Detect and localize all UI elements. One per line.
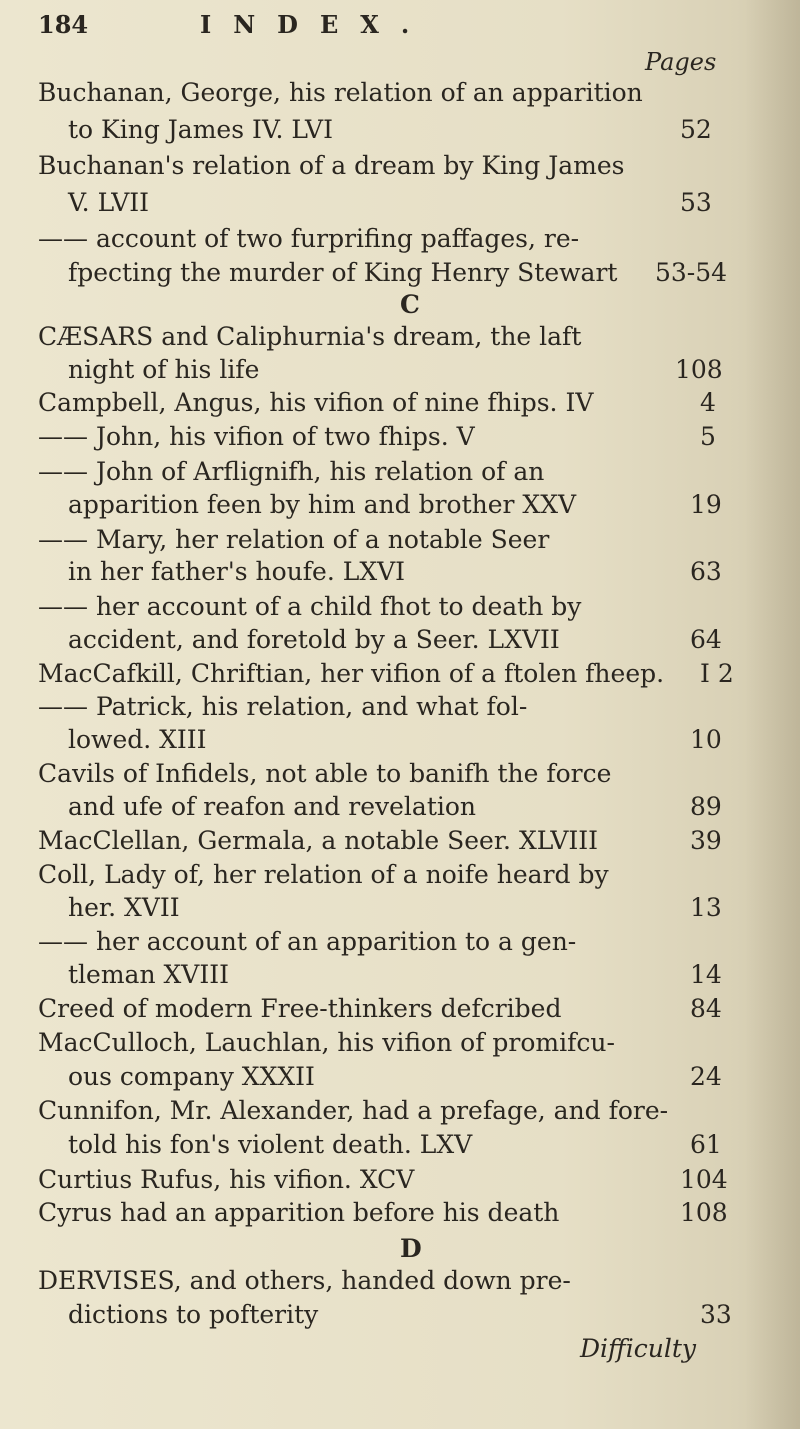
page-reference: 63 <box>690 557 722 586</box>
index-entry: Cyrus had an apparition before his death <box>38 1198 560 1227</box>
index-entry: —— John, his vifion of two fhips. V <box>38 422 475 451</box>
index-entry: Curtius Rufus, his vifion. XCV <box>38 1165 415 1194</box>
index-entry: V. LVII <box>68 188 150 217</box>
index-entry: —— Patrick, his relation, and what fol- <box>38 692 528 721</box>
page-reference: 53-54 <box>655 258 728 287</box>
index-entry: night of his life <box>68 355 260 384</box>
index-entry: in her father's houfe. LXVI <box>68 557 406 586</box>
page-reference: 4 <box>700 388 716 417</box>
index-entry: MacClellan, Germala, a notable Seer. XLVIII <box>38 826 599 855</box>
index-entry: Cunnifon, Mr. Alexander, had a prefage, and fore- <box>38 1096 669 1125</box>
index-entry: apparition feen by him and brother XXV <box>68 490 577 519</box>
page-reference: 10 <box>690 725 722 754</box>
index-entry: Creed of modern Free-thinkers defcribed <box>38 994 562 1023</box>
page-reference: 64 <box>690 625 722 654</box>
index-entry: lowed. XIII <box>68 725 207 754</box>
page-reference: 33 <box>700 1300 732 1329</box>
section-letter: C <box>400 290 420 319</box>
page-edge-shadow <box>745 0 800 1429</box>
index-entry: —— John of Arflignifh, his relation of an <box>38 457 545 486</box>
index-entry: to King James IV. LVI <box>68 115 333 144</box>
index-entry: dictions to pofterity <box>68 1300 319 1329</box>
index-entry: —— account of two furprifing paffages, re- <box>38 224 580 253</box>
page-reference: 53 <box>680 188 712 217</box>
page-number: 184 <box>38 10 89 39</box>
index-entry: fpecting the murder of King Henry Stewart <box>68 258 618 287</box>
page-reference: 108 <box>680 1198 728 1227</box>
index-entry: MacCafkill, Chriftian, her vifion of a ftolen fheep. <box>38 659 665 688</box>
index-entry: Coll, Lady of, her relation of a noife heard by <box>38 860 609 889</box>
running-title: INDEX. <box>200 10 432 39</box>
section-letter: D <box>400 1234 422 1263</box>
pages-column-label: Pages <box>645 48 717 76</box>
page-reference: 52 <box>680 115 712 144</box>
page-reference: 24 <box>690 1062 722 1091</box>
page-reference: 104 <box>680 1165 728 1194</box>
index-entry: —— her account of a child fhot to death by <box>38 592 582 621</box>
index-entry: her. XVII <box>68 893 180 922</box>
catchword: Difficulty <box>580 1334 697 1363</box>
page-reference: 39 <box>690 826 722 855</box>
index-entry: tleman XVIII <box>68 960 229 989</box>
index-entry: accident, and foretold by a Seer. LXVII <box>68 625 560 654</box>
index-entry: CÆSARS and Caliphurnia's dream, the laft <box>38 322 582 351</box>
index-entry: MacCulloch, Lauchlan, his vifion of promifcu- <box>38 1028 615 1057</box>
index-entry: and ufe of reafon and revelation <box>68 792 477 821</box>
page-reference: 19 <box>690 490 722 519</box>
index-entry: —— her account of an apparition to a gen- <box>38 927 577 956</box>
page-reference: 14 <box>690 960 722 989</box>
index-entry: DERVISES, and others, handed down pre- <box>38 1266 571 1295</box>
page-header <box>38 10 740 50</box>
page-reference: I 2 <box>700 659 734 688</box>
index-entry: told his fon's violent death. LXV <box>68 1130 473 1159</box>
page-reference: 84 <box>690 994 722 1023</box>
index-entry: Buchanan, George, his relation of an apparition <box>38 78 643 107</box>
index-entry: Campbell, Angus, his vifion of nine fhips. IV <box>38 388 594 417</box>
page-reference: 89 <box>690 792 722 821</box>
page-reference: 108 <box>675 355 723 384</box>
page-reference: 13 <box>690 893 722 922</box>
index-entry: ous company XXXII <box>68 1062 315 1091</box>
index-entry: Cavils of Infidels, not able to banifh the force <box>38 759 612 788</box>
page-reference: 61 <box>690 1130 722 1159</box>
page-reference: 5 <box>700 422 716 451</box>
index-entry: —— Mary, her relation of a notable Seer <box>38 525 550 554</box>
index-entry: Buchanan's relation of a dream by King James <box>38 151 625 180</box>
